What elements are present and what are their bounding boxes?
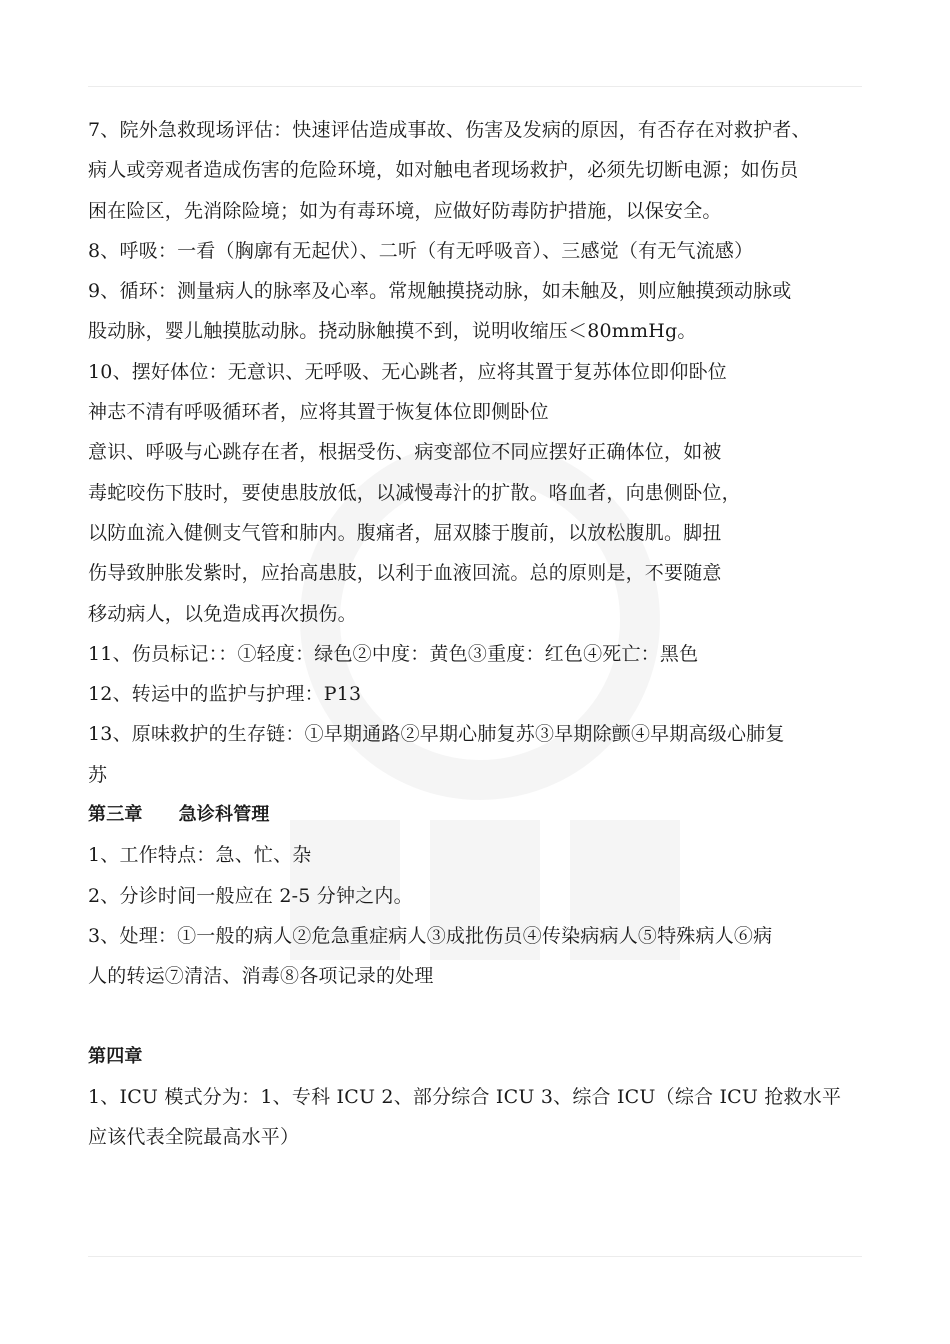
- text-line: 7、院外急救现场评估：快速评估造成事故、伤害及发病的原因，有否存在对救护者、: [88, 119, 811, 141]
- text-line: 人的转运⑦清洁、消毒⑧各项记录的处理: [88, 965, 434, 988]
- text-line: 3、处理：①一般的病人②危急重症病人③成批伤员④传染病病人⑤特殊病人⑥病: [88, 924, 773, 947]
- text-line: 1、工作特点：急、忙、杂: [88, 844, 312, 867]
- header-rule: [88, 86, 862, 87]
- chapter-3-heading: [88, 795, 868, 835]
- text-line: 13、原味救护的生存链：①早期通路②早期心肺复苏③早期除颤④早期高级心肺复: [88, 723, 785, 746]
- chapter-title: 急诊科管理: [178, 804, 270, 826]
- text-line: 毒蛇咬伤下肢时，要使患肢放低，以减慢毒汁的扩散。咯血者，向患侧卧位，: [88, 481, 741, 504]
- text-line: 10、摆好体位：无意识、无呼吸、无心跳者，应将其置于复苏体位即仰卧位: [88, 360, 727, 383]
- chapter-label: 第三章: [88, 804, 143, 826]
- text-line: 9、循环：测量病人的脉率及心率。常规触摸挠动脉，如未触及，则应触摸颈动脉或: [88, 280, 792, 303]
- chapter-4-heading: 第四章: [88, 1045, 143, 1067]
- text-line: 苏: [88, 763, 108, 786]
- text-line: 神志不清有呼吸循环者，应将其置于恢复体位即侧卧位: [88, 401, 549, 424]
- text-line: 应该代表全院最高水平）: [88, 1126, 300, 1149]
- text-line: 8、呼吸：一看（胸廓有无起伏）、二听（有无呼吸音）、三感觉（有无气流感）: [88, 239, 754, 262]
- text-line: 12、转运中的监护与护理：P13: [88, 683, 362, 706]
- text-line: 2、分诊时间一般应在 2-5 分钟之内。: [88, 884, 413, 907]
- text-line: 病人或旁观者造成伤害的危险环境，如对触电者现场救护，必须先切断电源；如伤员: [88, 159, 799, 182]
- spacer: [88, 997, 868, 1037]
- text-line: 11、伤员标记：：①轻度：绿色②中度：黄色③重度：红色④死亡：黑色: [88, 642, 699, 665]
- text-line: 1、ICU 模式分为：1、专科 ICU 2、部分综合 ICU 3、综合 ICU（综合 ICU 抢救水平: [88, 1086, 842, 1109]
- text-line: 股动脉，婴儿触摸肱动脉。挠动脉触摸不到，说明收缩压＜80mmHg。: [88, 320, 697, 343]
- text-line: 以防血流入健侧支气管和肺内。腹痛者，屈双膝于腹前，以放松腹肌。脚扭: [88, 521, 722, 544]
- text-line: 伤导致肿胀发紫时，应抬高患肢，以利于血液回流。总的原则是，不要随意: [88, 562, 722, 585]
- text-line: 意识、呼吸与心跳存在者，根据受伤、病变部位不同应摆好正确体位，如被: [88, 441, 722, 464]
- text-line: 移动病人，以免造成再次损伤。: [88, 602, 357, 625]
- text-line: 困在险区，先消除险境；如为有毒环境，应做好防毒防护措施，以保安全。: [88, 199, 722, 222]
- document-body: [88, 110, 868, 1158]
- footer-rule: [88, 1256, 862, 1257]
